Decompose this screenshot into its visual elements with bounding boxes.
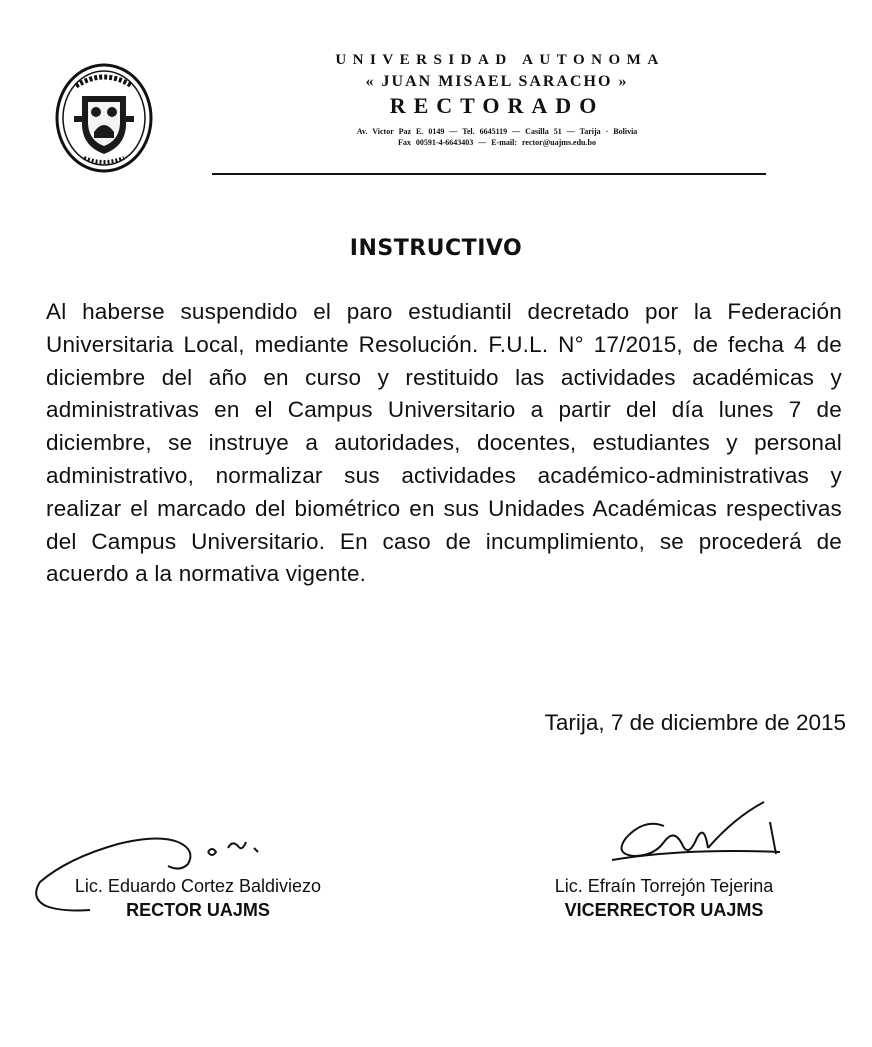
letterhead-rule xyxy=(212,173,766,175)
vicerector-name: Lic. Efraín Torrejón Tejerina xyxy=(554,876,774,896)
document-date: Tarija, 7 de diciembre de 2015 xyxy=(544,710,846,735)
signature-block-vicerector xyxy=(508,874,820,922)
vicerector-role: VICERRECTOR UAJMS xyxy=(564,900,764,920)
rector-role: RECTOR UAJMS xyxy=(126,900,270,920)
letterhead xyxy=(232,52,762,147)
rector-name: Lic. Eduardo Cortez Baldiviezo xyxy=(74,876,322,896)
document-title: INSTRUCTIVO xyxy=(349,236,523,261)
letterhead-office: RECTORADO xyxy=(389,93,605,118)
letterhead-university: UNIVERSIDAD AUTONOMA xyxy=(335,52,665,68)
letterhead-name: « JUAN MISAEL SARACHO » xyxy=(365,73,629,90)
document-body: Al haberse suspendido el paro estudiantil decretado por la Federación Universitaria Local, mediante Resolución. F.U.L. N° 17/2015, de fecha 4 de diciembre del año en curso y restituido las actividades académicas y administrativas en el Campus Universitario a partir del día lunes 7 de diciembre, se instruye a autoridades, docentes, estudiantes y personal administrativo, normalizar sus actividades académico-administrativas y realizar el marcado del biométrico en sus Unidades Académicas respectivas del Campus Universitario. En caso de incumplimiento, se procederá de acuerdo a la normativa vigente. xyxy=(46,299,842,587)
letterhead-fax: Fax 00591-4-6643403 — E-mail: rector@uajms.edu.bo xyxy=(398,138,596,147)
university-seal-logo xyxy=(54,62,154,174)
signature-block-rector xyxy=(32,874,364,922)
letterhead-address: Av. Victor Paz E. 0149 — Tel. 6645119 — Casilla 51 — Tarija · Bolivia xyxy=(356,127,638,136)
